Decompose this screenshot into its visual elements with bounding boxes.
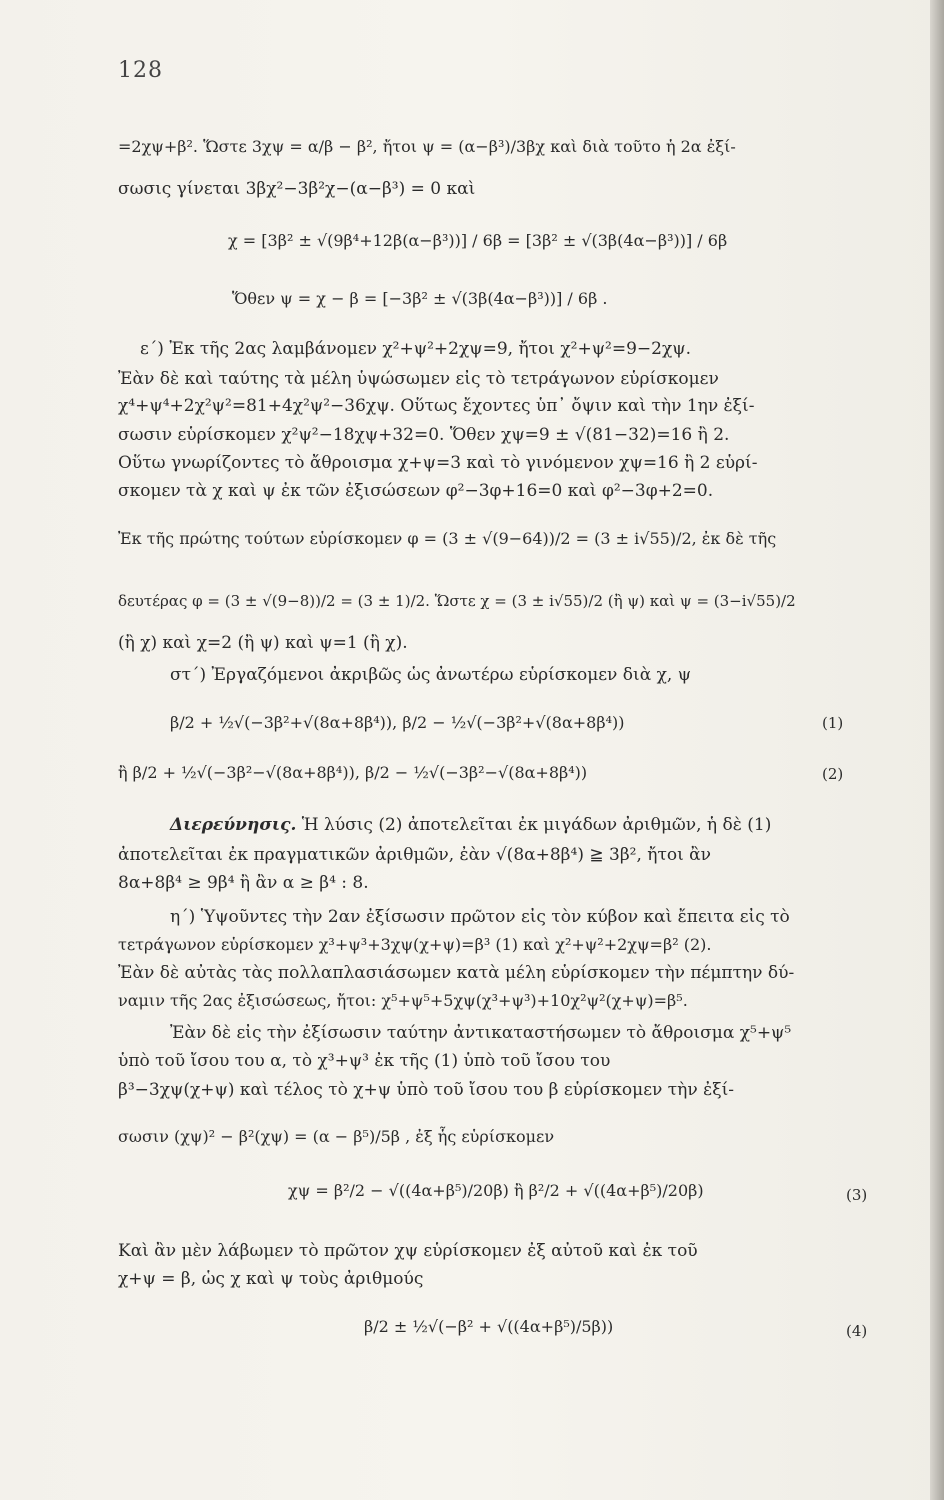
text-line-22: Ἐὰν δὲ αὐτὰς τὰς πολλαπλασιάσωμεν κατὰ μέλη εὑρίσκομεν τὴν πέμπτην δύ- <box>118 963 795 983</box>
equation-solution-2: ἢ β/2 + ½√(−3β²−√(8α+8β⁴)), β/2 − ½√(−3β²−√(8α+8β⁴)) <box>118 763 588 782</box>
text-line-26: β³−3χψ(χ+ψ) καὶ τέλος τὸ χ+ψ ὑπὸ τοῦ ἴσου του β εὑρίσκομεν τὴν ἐξί- <box>118 1080 734 1100</box>
text-line-13: (ἢ χ) καὶ χ=2 (ἢ ψ) καὶ ψ=1 (ἢ χ). <box>118 633 408 653</box>
text-line-7: χ⁴+ψ⁴+2χ²ψ²=81+4χ²ψ²−36χψ. Οὕτως ἔχοντες ὑπ᾽ ὄψιν καὶ τὴν 1ην ἐξί- <box>118 396 755 416</box>
equation-x-solution: χ = [3β² ± √(9β⁴+12β(α−β³))] / 6β = [3β² ± √(3β(4α−β³))] / 6β <box>228 231 728 250</box>
text-line-2: σωσις γίνεται 3βχ²−3β²χ−(α−β³) = 0 καὶ <box>118 179 476 199</box>
text-line-21: τετράγωνον εὑρίσκομεν χ³+ψ³+3χψ(χ+ψ)=β³ (1) καὶ χ²+ψ²+2χψ=β² (2). <box>118 935 712 954</box>
text-line-18: ἀποτελεῖται ἐκ πραγματικῶν ἀριθμῶν, ἐὰν √(8α+8β⁴) ≧ 3β², ἤτοι ἂν <box>118 845 711 865</box>
text-line-30: χ+ψ = β, ὡς χ καὶ ψ τοὺς ἀριθμούς <box>118 1269 424 1289</box>
text-line-6: Ἐὰν δὲ καὶ ταύτης τὰ μέλη ὑψώσωμεν εἰς τὸ τετράγωνον εὑρίσκομεν <box>118 369 719 389</box>
text-line-19: 8α+8β⁴ ≥ 9β⁴ ἢ ἂν α ≥ β⁴ : 8. <box>118 873 369 893</box>
text-line-27: σωσιν (χψ)² − β²(χψ) = (α − β⁵)/5β , ἐξ ἧς εὑρίσκομεν <box>118 1127 555 1146</box>
text-line-24: Ἐὰν δὲ εἰς τὴν ἐξίσωσιν ταύτην ἀντικαταστήσωμεν τὸ ἄθροισμα χ⁵+ψ⁵ <box>170 1023 792 1043</box>
text-line-5: ε΄) Ἐκ τῆς 2ας λαμβάνομεν χ²+ψ²+2χψ=9, ἤτοι χ²+ψ²=9−2χψ. <box>140 339 692 359</box>
text-line-11: Ἐκ τῆς πρώτης τούτων εὑρίσκομεν φ = (3 ± √(9−64))/2 = (3 ± i√55)/2, ἐκ δὲ τῆς <box>118 529 777 548</box>
text-line-20: η΄) Ὑψοῦντες τὴν 2αν ἐξίσωσιν πρῶτον εἰς τὸν κύβον καὶ ἔπειτα εἰς τὸ <box>170 907 790 927</box>
equation-psi-solution: Ὅθεν ψ = χ − β = [−3β² ± √(3β(4α−β³))] / 6β . <box>232 289 608 308</box>
equation-product: χψ = β²/2 − √((4α+β⁵)/20β) ἢ β²/2 + √((4α+β⁵)/20β) <box>288 1181 704 1200</box>
text-line-1: =2χψ+β². Ὥστε 3χψ = α/β − β², ἤτοι ψ = (α−β³)/3βχ καὶ διὰ τοῦτο ἡ 2α ἐξί- <box>118 137 736 156</box>
equation-solution-1: β/2 + ½√(−3β²+√(8α+8β⁴)), β/2 − ½√(−3β²+√(8α+8β⁴)) <box>170 713 625 732</box>
text-line-25: ὑπὸ τοῦ ἴσου του α, τὸ χ³+ψ³ ἐκ τῆς (1) ὑπὸ τοῦ ἴσου του <box>118 1051 611 1071</box>
text-line-9: Οὕτω γνωρίζοντες τὸ ἄθροισμα χ+ψ=3 καὶ τὸ γινόμενον χψ=16 ἢ 2 εὑρί- <box>118 453 758 473</box>
text-line-29: Καὶ ἂν μὲν λάβωμεν τὸ πρῶτον χψ εὑρίσκομεν ἐξ αὐτοῦ καὶ ἐκ τοῦ <box>118 1241 698 1261</box>
page-edge <box>930 0 944 1500</box>
section-heading-diereunisis: Διερεύνησις. <box>170 815 297 835</box>
text-line-23: ναμιν τῆς 2ας ἐξισώσεως, ἤτοι: χ⁵+ψ⁵+5χψ(χ³+ψ³)+10χ²ψ²(χ+ψ)=β⁵. <box>118 991 688 1010</box>
text-line-10: σκομεν τὰ χ καὶ ψ ἐκ τῶν ἐξισώσεων φ²−3φ+16=0 καὶ φ²−3φ+2=0. <box>118 481 714 501</box>
equation-tag-4: (4) <box>846 1322 868 1340</box>
equation-tag-1: (1) <box>822 714 844 732</box>
text-line-14: στ΄) Ἐργαζόμενοι ἀκριβῶς ὡς ἀνωτέρω εὑρίσκομεν διὰ χ, ψ <box>170 665 692 685</box>
equation-tag-3: (3) <box>846 1186 868 1204</box>
equation-final: β/2 ± ½√(−β² + √((4α+β⁵)/5β)) <box>364 1317 614 1336</box>
text-line-8: σωσιν εὑρίσκομεν χ²ψ²−18χψ+32=0. Ὅθεν χψ=9 ± √(81−32)=16 ἢ 2. <box>118 425 730 445</box>
text-line-12: δευτέρας φ = (3 ± √(9−8))/2 = (3 ± 1)/2. Ὥστε χ = (3 ± i√55)/2 (ἢ ψ) καὶ ψ = (3−i√55)/2 <box>118 592 796 610</box>
page-number: 128 <box>118 58 163 83</box>
text-line-17: Διερεύνησις. Ἡ λύσις (2) ἀποτελεῖται ἐκ μιγάδων ἀριθμῶν, ἡ δὲ (1) <box>170 815 772 835</box>
equation-tag-2: (2) <box>822 765 844 783</box>
